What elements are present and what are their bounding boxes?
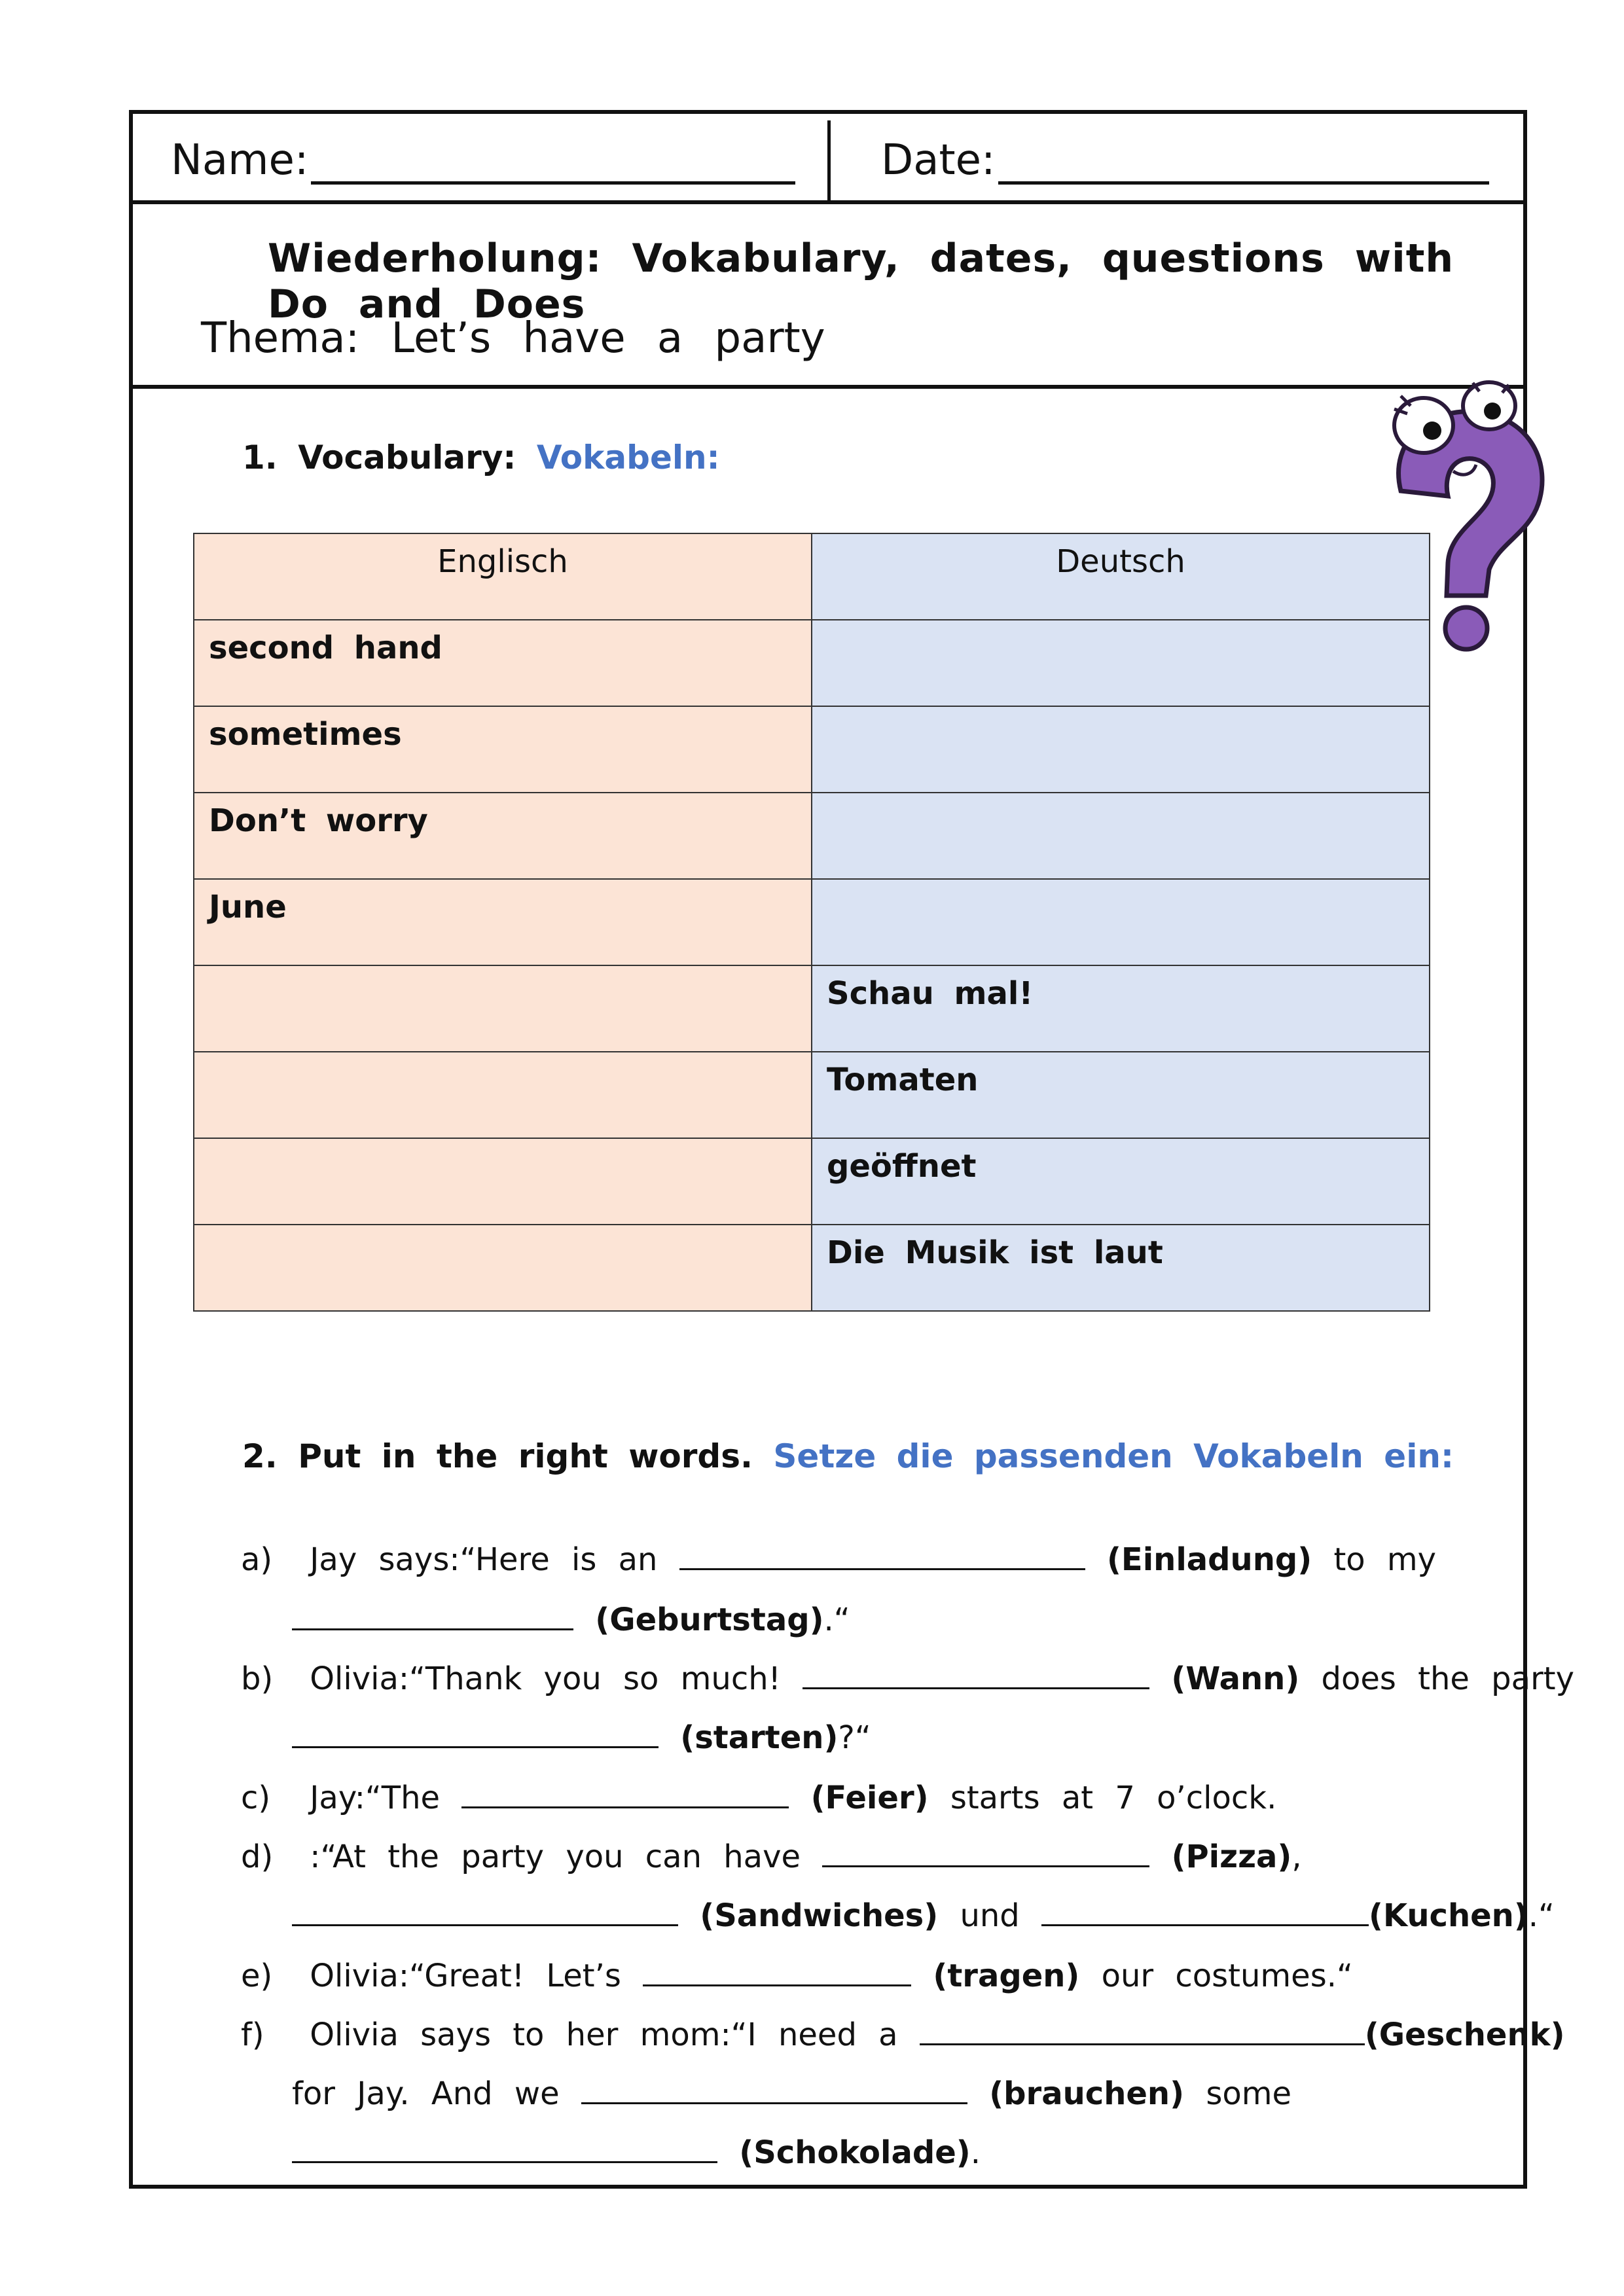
name-field bbox=[171, 136, 795, 185]
german-cell[interactable]: Die Musik ist laut bbox=[812, 1225, 1430, 1311]
german-hint: (Geschenk) bbox=[1364, 2017, 1565, 2053]
exercise-b-line1 bbox=[241, 1659, 1574, 1697]
table-row bbox=[194, 706, 1430, 793]
german-hint: (Einladung) bbox=[1106, 1541, 1312, 1578]
german-hint: (Feier) bbox=[810, 1780, 929, 1816]
exercise-label: c) bbox=[241, 1780, 271, 1816]
english-cell[interactable] bbox=[194, 1052, 812, 1138]
exercise-label: a) bbox=[241, 1541, 273, 1578]
answer-blank[interactable] bbox=[679, 1539, 1085, 1570]
date-label: Date: bbox=[881, 136, 996, 185]
exercise-text: Olivia:“Thank you so much! bbox=[310, 1660, 781, 1697]
section1-title-de: Vokabeln: bbox=[536, 439, 720, 476]
exercise-label: f) bbox=[241, 2017, 264, 2053]
english-cell[interactable] bbox=[194, 965, 812, 1052]
exercise-label: b) bbox=[241, 1660, 274, 1697]
vocabulary-table bbox=[193, 533, 1430, 1312]
answer-blank[interactable] bbox=[920, 2015, 1365, 2045]
german-hint: (Wann) bbox=[1171, 1660, 1300, 1697]
german-cell[interactable]: Schau mal! bbox=[812, 965, 1430, 1052]
exercise-text: does the party bbox=[1321, 1660, 1575, 1697]
german-cell[interactable] bbox=[812, 879, 1430, 965]
header-divider bbox=[827, 120, 831, 204]
answer-blank[interactable] bbox=[822, 1837, 1149, 1867]
exercise-text: . bbox=[970, 2134, 981, 2171]
german-cell[interactable]: Tomaten bbox=[812, 1052, 1430, 1138]
section2-title-de: Setze die passenden Vokabeln ein: bbox=[773, 1437, 1454, 1475]
exercise-text: to my bbox=[1333, 1541, 1437, 1578]
exercise-text: und bbox=[960, 1897, 1020, 1934]
exercise-text: Jay says:“Here is an bbox=[310, 1541, 658, 1578]
exercise-text: , bbox=[1291, 1839, 1302, 1875]
german-cell[interactable] bbox=[812, 793, 1430, 879]
exercise-f-line1 bbox=[241, 2015, 1565, 2053]
english-cell[interactable] bbox=[194, 1138, 812, 1225]
english-cell[interactable]: June bbox=[194, 879, 812, 965]
exercise-f-line3 bbox=[292, 2132, 981, 2171]
english-cell[interactable] bbox=[194, 1225, 812, 1311]
section2-title: Put in the right words. bbox=[298, 1437, 753, 1475]
exercise-text: for Jay. And we bbox=[292, 2075, 560, 2112]
german-hint: (starten) bbox=[680, 1719, 839, 1756]
exercise-text: .“ bbox=[1528, 1897, 1555, 1934]
answer-blank[interactable] bbox=[292, 1600, 573, 1630]
exercise-a-line2 bbox=[292, 1600, 850, 1638]
table-header-row bbox=[194, 533, 1430, 620]
exercise-text: Olivia says to her mom:“I need a bbox=[310, 2017, 898, 2053]
german-cell[interactable]: geöffnet bbox=[812, 1138, 1430, 1225]
exercise-text: .“ bbox=[823, 1602, 850, 1638]
name-label: Name: bbox=[171, 136, 309, 185]
exercise-d-line1 bbox=[241, 1837, 1302, 1875]
answer-blank[interactable] bbox=[1041, 1895, 1369, 1926]
exercise-text: Olivia:“Great! Let’s bbox=[310, 1958, 621, 1994]
exercise-text: ?“ bbox=[838, 1719, 871, 1756]
exercise-label: d) bbox=[241, 1839, 274, 1875]
english-cell[interactable]: sometimes bbox=[194, 706, 812, 793]
table-row bbox=[194, 879, 1430, 965]
table-row bbox=[194, 1138, 1430, 1225]
date-field bbox=[881, 136, 1489, 185]
worksheet-subtitle: Thema: Let’s have a party bbox=[201, 314, 825, 363]
answer-blank[interactable] bbox=[581, 2073, 967, 2104]
worksheet-title: Wiederholung: Vokabulary, dates, questions with Do and Does bbox=[268, 236, 1454, 327]
header-row bbox=[133, 114, 1523, 204]
exercise-f-line2 bbox=[292, 2073, 1291, 2112]
german-hint: (tragen) bbox=[933, 1958, 1080, 1994]
exercise-e-line1 bbox=[241, 1956, 1353, 1994]
answer-blank[interactable] bbox=[292, 2132, 717, 2163]
exercise-text: starts at 7 o’clock. bbox=[950, 1780, 1277, 1816]
exercise-text: :“At the party you can have bbox=[310, 1839, 801, 1875]
answer-blank[interactable] bbox=[292, 1717, 659, 1748]
german-hint: (Schokolade) bbox=[739, 2134, 971, 2171]
exercise-b-line2 bbox=[292, 1717, 871, 1756]
exercise-d-line2 bbox=[292, 1895, 1555, 1934]
table-row bbox=[194, 965, 1430, 1052]
section1-number: 1. bbox=[242, 439, 278, 476]
section2-heading bbox=[242, 1437, 1454, 1475]
exercise-a-line1 bbox=[241, 1539, 1436, 1578]
table-row bbox=[194, 620, 1430, 706]
answer-blank[interactable] bbox=[461, 1778, 789, 1808]
german-hint: (Sandwiches) bbox=[700, 1897, 939, 1934]
exercise-text: Jay:“The bbox=[310, 1780, 441, 1816]
exercise-c-line1 bbox=[241, 1778, 1276, 1816]
german-cell[interactable] bbox=[812, 620, 1430, 706]
answer-blank[interactable] bbox=[803, 1659, 1149, 1689]
german-hint: (Pizza) bbox=[1171, 1839, 1292, 1875]
table-row bbox=[194, 1225, 1430, 1311]
english-cell[interactable]: second hand bbox=[194, 620, 812, 706]
exercise-text: our costumes.“ bbox=[1101, 1958, 1353, 1994]
german-hint: (Geburtstag) bbox=[595, 1602, 824, 1638]
exercise-text: some bbox=[1206, 2075, 1291, 2112]
german-hint: (brauchen) bbox=[989, 2075, 1185, 2112]
german-hint: (Kuchen) bbox=[1369, 1897, 1528, 1934]
english-cell[interactable]: Don’t worry bbox=[194, 793, 812, 879]
title-block bbox=[133, 204, 1523, 389]
header-englisch: Englisch bbox=[194, 533, 812, 620]
header-deutsch: Deutsch bbox=[812, 533, 1430, 620]
german-cell[interactable] bbox=[812, 706, 1430, 793]
section1-heading bbox=[242, 439, 720, 476]
table-row bbox=[194, 1052, 1430, 1138]
date-input-line[interactable] bbox=[998, 142, 1489, 185]
answer-blank[interactable] bbox=[643, 1956, 911, 1986]
table-row bbox=[194, 793, 1430, 879]
section2-number: 2. bbox=[242, 1437, 278, 1475]
name-input-line[interactable] bbox=[311, 142, 795, 185]
answer-blank[interactable] bbox=[292, 1895, 678, 1926]
section1-title: Vocabulary: bbox=[298, 439, 516, 476]
exercise-label: e) bbox=[241, 1958, 273, 1994]
